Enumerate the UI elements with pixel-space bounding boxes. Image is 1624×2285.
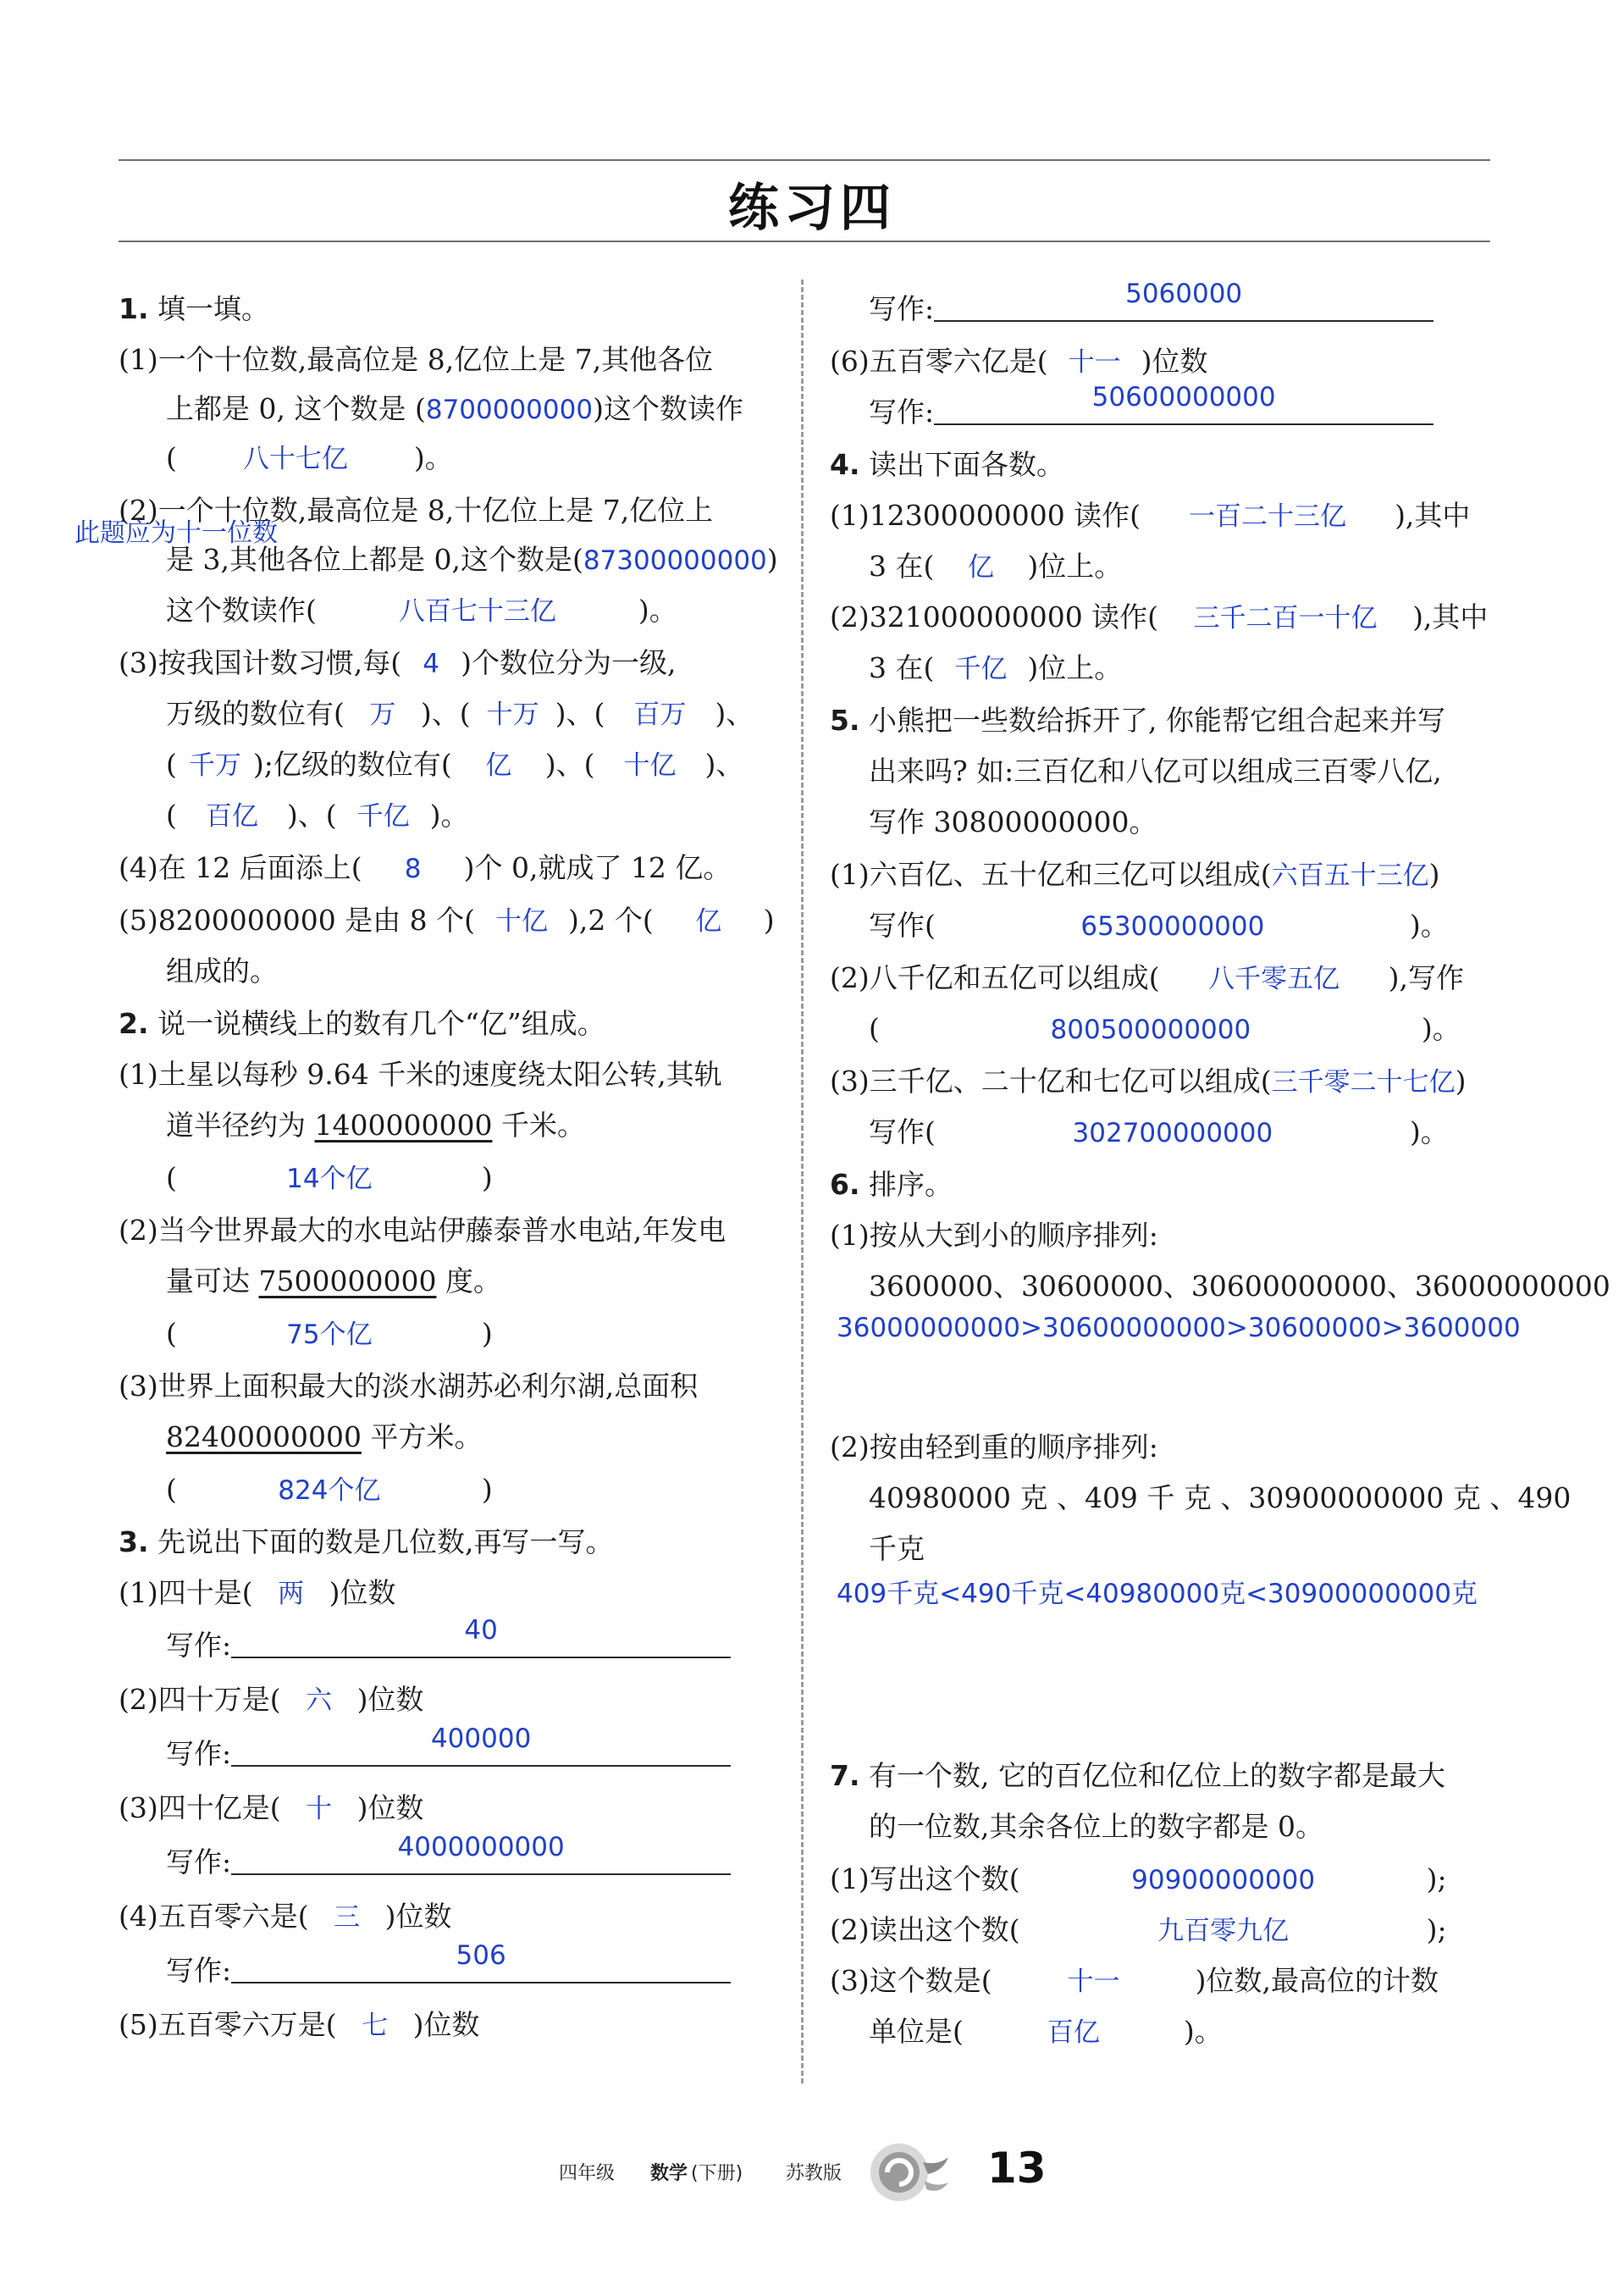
q4-heading: 4. 读出下面各数。 <box>830 448 1064 481</box>
q2-3-line3: ( 824个亿 ) <box>166 1473 493 1506</box>
q7-2-line1: (2)读出这个数( 九百零九亿 ); <box>830 1913 1447 1946</box>
q6-1-numbers: 3600000、30600000、30600000000、36000000000 <box>869 1270 1610 1303</box>
q3-1-write: 写作: 40 <box>166 1624 731 1667</box>
q3-3-line1: (3)四十亿是( 十 )位数 <box>119 1791 424 1824</box>
q3-4-write: 写作: 506 <box>166 1950 731 1992</box>
q1-3-line4: ( 百亿 )、( 千亿 )。 <box>166 799 469 832</box>
q4-1-line2: 3 在( 亿 )位上。 <box>869 550 1123 583</box>
q1-3-line2: 万级的数位有( 万 )、( 十万 )、( 百万 )、 <box>166 697 754 730</box>
q5-line1: 5. 小熊把一些数给拆开了, 你能帮它组合起来并写 <box>830 704 1445 737</box>
q1-2-line3: 这个数读作( 八百七十三亿 )。 <box>166 594 677 627</box>
q2-heading: 2. 说一说横线上的数有几个“亿”组成。 <box>119 1007 605 1040</box>
q7-1-line1: (1)写出这个数( 90900000000 ); <box>830 1862 1447 1895</box>
q5-line2: 出来吗? 如:三百亿和八亿可以组成三百零八亿, <box>869 755 1442 788</box>
q1-4-line1: (4)在 12 后面添上( 8 )个 0,就成了 12 亿。 <box>119 851 732 884</box>
q3-5-write: 写作: 5060000 <box>869 288 1433 330</box>
q6-2-line1: (2)按由轻到重的顺序排列: <box>830 1430 1158 1463</box>
q4-1-line1: (1)12300000000 读作( 一百二十三亿 ),其中 <box>830 499 1471 532</box>
q5-1-line2: 写作( 65300000000 )。 <box>869 909 1449 942</box>
q3-2-write: 写作: 400000 <box>166 1733 731 1775</box>
q7-3-line1: (3)这个数是( 十一 )位数,最高位的计数 <box>830 1964 1439 1997</box>
q6-heading: 6. 排序。 <box>830 1168 953 1201</box>
q1-heading: 1. 填一填。 <box>119 292 269 325</box>
q5-1-line1: (1)六百亿、五十亿和三亿可以组成(六百五十三亿) <box>830 858 1440 891</box>
q3-1-line1: (1)四十是( 两 )位数 <box>119 1576 396 1609</box>
q6-2-numbers: 40980000 克 、409 千 克 、30900000000 克 、490 <box>869 1481 1572 1514</box>
q1-1-line1: (1)一个十位数,最高位是 8,亿位上是 7,其他各位 <box>119 343 714 376</box>
q1-2-line1: (2)一个十位数,最高位是 8,十亿位上是 7,亿位上 <box>119 494 714 527</box>
page-footer <box>0 2138 1624 2206</box>
q6-1-line1: (1)按从大到小的顺序排列: <box>830 1219 1158 1252</box>
q6-2-answer: 409千克<490千克<40980000克<30900000000克 <box>837 1579 1478 1609</box>
publisher-logo-icon <box>864 2138 957 2205</box>
q7-3-line2: 单位是( 百亿 )。 <box>869 2015 1223 2048</box>
footer-subject: 数学 <box>650 2163 688 2184</box>
q2-2-line2: 量可达 7500000000 度。 <box>166 1264 501 1297</box>
page-title: 练习四 <box>728 179 896 238</box>
q4-2-line1: (2)321000000000 读作( 三千二百一十亿 ),其中 <box>830 600 1489 633</box>
q2-1-line2: 道半径约为 1400000000 千米。 <box>166 1109 585 1142</box>
q3-6-line1: (6)五百零六亿是( 十一 )位数 <box>830 345 1208 378</box>
column-divider <box>801 279 804 2083</box>
footer-volume: (下册) <box>691 2163 743 2184</box>
footer-edition: 苏教版 <box>786 2163 842 2184</box>
handwritten-note: 此题应为十一位数 <box>75 518 278 548</box>
q5-2-line1: (2)八千亿和五亿可以组成( 八千零五亿 ),写作 <box>830 961 1464 994</box>
q2-1-line3: ( 14个亿 ) <box>166 1161 493 1194</box>
q1-1-line3: ( 八十七亿 )。 <box>166 441 453 474</box>
q2-1-line1: (1)土星以每秒 9.64 千米的速度绕太阳公转,其轨 <box>119 1058 722 1091</box>
footer-grade: 四年级 <box>559 2163 616 2184</box>
q4-2-line2: 3 在( 千亿 )位上。 <box>869 651 1123 684</box>
page-number: 13 <box>987 2144 1047 2193</box>
q3-3-write: 写作: 4000000000 <box>166 1841 731 1884</box>
q6-2-numbers-cont: 千克 <box>869 1532 925 1565</box>
q1-3-line1: (3)按我国计数习惯,每( 4 )个数位分为一级, <box>119 646 677 679</box>
q7-line1: 7. 有一个数, 它的百亿位和亿位上的数字都是最大 <box>830 1759 1445 1792</box>
q1-2-line2: 是 3,其他各位上都是 0,这个数是(87300000000) <box>166 543 778 576</box>
q7-line2: 的一位数,其余各位上的数字都是 0。 <box>869 1810 1323 1843</box>
q2-2-line1: (2)当今世界最大的水电站伊藤泰普水电站,年发电 <box>119 1214 726 1247</box>
q3-6-write: 写作: 50600000000 <box>869 391 1433 434</box>
q1-1-answer-reading: 八十七亿 <box>242 444 348 474</box>
q1-3-line3: ( 千万 );亿级的数位有( 亿 )、( 十亿 )、 <box>166 748 744 781</box>
title-rule <box>119 241 1490 242</box>
q5-3-line1: (3)三千亿、二十亿和七亿可以组成(三千零二十七亿) <box>830 1065 1467 1098</box>
q1-2-answer-reading: 八百七十三亿 <box>398 596 556 627</box>
q3-heading: 3. 先说出下面的数是几位数,再写一写。 <box>119 1525 614 1558</box>
q1-1-line2: 上都是 0, 这个数是 (8700000000)这个数读作 <box>166 392 743 425</box>
q1-5-line1: (5)8200000000 是由 8 个( 十亿 ),2 个( 亿 ) <box>119 904 775 937</box>
q3-5-line1: (5)五百零六万是( 七 )位数 <box>119 2008 480 2041</box>
q3-4-line1: (4)五百零六是( 三 )位数 <box>119 1900 452 1933</box>
q5-line3: 写作 30800000000。 <box>869 805 1157 838</box>
q1-2-answer-number: 87300000000 <box>583 545 767 576</box>
q2-3-line1: (3)世界上面积最大的淡水湖苏必利尔湖,总面积 <box>119 1369 699 1403</box>
q2-2-line3: ( 75个亿 ) <box>166 1317 493 1350</box>
q3-2-line1: (2)四十万是( 六 )位数 <box>119 1683 424 1716</box>
q5-2-line2: ( 800500000000 )。 <box>869 1012 1461 1045</box>
q6-1-answer: 36000000000>30600000000>30600000>3600000 <box>837 1313 1521 1343</box>
q5-3-line2: 写作( 302700000000 )。 <box>869 1115 1449 1148</box>
q1-1-answer-number: 8700000000 <box>425 395 594 425</box>
top-rule <box>119 159 1490 161</box>
q2-3-line2: 82400000000 平方米。 <box>166 1420 483 1453</box>
q1-5-line2: 组成的。 <box>166 954 278 988</box>
